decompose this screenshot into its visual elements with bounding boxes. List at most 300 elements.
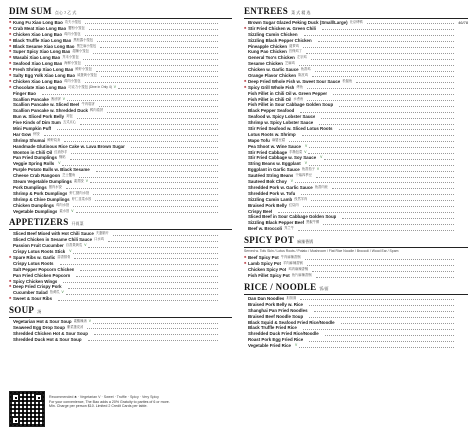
menu-item-name: Sizzling Cumin Chicken xyxy=(248,31,298,37)
leader-dots xyxy=(278,210,454,213)
leader-dots xyxy=(85,33,218,36)
recommended-icon: ♣ xyxy=(9,61,12,66)
leader-dots xyxy=(101,74,218,77)
menu-item-name-cn: 锅贴 xyxy=(58,155,66,160)
menu-item-name: Stir Fried Chicken w. Green Chili xyxy=(248,25,316,31)
leader-dots xyxy=(309,339,454,342)
dimsum-title: DIM SUM xyxy=(9,6,52,16)
menu-item-name-cn: 北京烤鸭 xyxy=(349,20,363,24)
menu-item-name-cn: 五式点心 xyxy=(62,120,77,125)
menu-item-name: Salty Egg Yolk Xiao Long Bao xyxy=(13,73,76,79)
leader-dots xyxy=(356,80,454,83)
leader-dots xyxy=(80,268,218,271)
menu-item-name: Scallion Pancake w. Shredded Duck xyxy=(13,108,88,114)
recommended-icon: ♣ xyxy=(9,25,12,30)
menu-item-name-cn: 百香果黄瓜 xyxy=(65,243,83,248)
menu-item-name: Pan Fried Chicken Popcorn xyxy=(13,272,71,278)
menu-item-name: Shredded Pork w. Garlic Sauce xyxy=(248,184,313,190)
menu-item-name-cn: 素水饺 xyxy=(59,208,70,213)
vegetarian-icon: V xyxy=(61,290,64,295)
menu-item-name: Cheese Crab Rangoon xyxy=(13,173,61,179)
menu-item-name: Shrimp & Chive Dumplings xyxy=(13,196,70,202)
leader-dots xyxy=(303,327,454,330)
leader-dots xyxy=(316,175,454,178)
menu-item-name: Shrimp Shumai xyxy=(13,137,46,143)
recommended-icon: ♣ xyxy=(9,254,12,259)
footer-notes xyxy=(49,391,170,431)
menu-item-name-cn: 鱼香鸡 xyxy=(300,67,311,72)
leader-dots xyxy=(314,309,454,312)
menu-item-name-cn: 红烧肉 xyxy=(288,202,299,207)
menu-item-name-cn: 超辣小笼包 xyxy=(72,49,89,54)
menu-item-name: Lotus Roots w. Shrimp xyxy=(248,131,296,137)
menu-item-name-cn: 手撕包菜 xyxy=(289,149,303,154)
leader-dots xyxy=(60,262,219,265)
leader-dots xyxy=(309,303,454,306)
leader-dots xyxy=(367,21,454,24)
rice-title: RICE / NOODLE xyxy=(244,282,317,293)
vegetarian-icon: V xyxy=(290,179,293,184)
menu-item-name-cn: 芥末小笼包 xyxy=(62,55,79,60)
menu-item-name: Sautéed String Beans xyxy=(248,173,294,179)
menu-item-name-cn: 素酸辣汤 xyxy=(73,319,87,324)
right-column xyxy=(244,6,468,352)
menu-item-name: Chicken Dumplings xyxy=(13,202,54,208)
menu-item-name-cn: 鸡肉小笼包 xyxy=(64,31,81,36)
vegetarian-icon: V xyxy=(62,96,65,101)
leader-dots xyxy=(57,127,218,130)
leader-dots xyxy=(66,186,218,189)
recommended-icon: ♣ xyxy=(9,296,12,301)
vegetarian-icon: V xyxy=(88,319,91,324)
menu-item-name-cn: 水煮鱼 xyxy=(293,96,304,101)
menu-item-name: Crispy Lotus Roots xyxy=(13,260,54,266)
appetizers-divider xyxy=(9,229,232,230)
soup-section-header xyxy=(9,305,232,315)
leader-dots xyxy=(76,210,219,213)
recommended-icon: ♣ xyxy=(9,84,12,89)
leader-dots xyxy=(323,222,454,225)
menu-item-name-cn: 鸭肉卷饼 xyxy=(90,108,104,113)
leader-dots xyxy=(79,175,218,178)
menu-item-name: Bun w. Sliced Pork Belly xyxy=(13,114,65,120)
recommended-icon: ♣ xyxy=(9,43,12,48)
leader-dots xyxy=(312,269,454,272)
leader-dots xyxy=(318,39,454,42)
menu-item-name: Stir Fried Cabbage xyxy=(248,149,288,155)
menu-item-name: Fish Fillet in Sour Cabbage Golden Soup xyxy=(248,102,334,108)
menu-item-name: Shredded Duck Hot & Sour Soup xyxy=(13,336,82,342)
spicypot-title: SPICY POT xyxy=(244,235,295,246)
menu-item-name-cn: 鲜虾烧卖 xyxy=(47,137,61,142)
leader-dots xyxy=(85,80,218,83)
menu-item-name-cn: 鸡肉麻辣香锅 xyxy=(288,267,309,272)
leader-dots xyxy=(321,116,454,119)
menu-item-name: Veggie Spring Rolls xyxy=(13,161,55,167)
menu-item-name: Beef w. Broccoli xyxy=(248,226,282,232)
leader-dots xyxy=(67,98,218,101)
menu-item-name: Shrimp & Pork Dumplings xyxy=(13,190,68,196)
menu-item-name: Black Squid & Seafood Fried Rice/Noodle xyxy=(248,319,335,325)
leader-dots xyxy=(85,63,218,66)
recommended-icon: ♣ xyxy=(244,84,247,89)
leader-dots xyxy=(95,198,218,201)
menu-item-name: Eggplant in Garlic Sauce xyxy=(248,167,300,173)
menu-item-name: Mapo Tofu xyxy=(248,137,270,143)
menu-item-name-cn: 葱油饼 xyxy=(50,96,61,101)
leader-dots xyxy=(97,39,218,42)
menu-item-name: Har Gow xyxy=(13,131,32,137)
recommended-icon: ♣ xyxy=(9,284,12,289)
recommended-icon: ♣ xyxy=(9,20,12,24)
menu-item-name: Sweet & Sour Ribs xyxy=(13,296,53,302)
menu-item-name-cn: 海鲜小笼包 xyxy=(64,61,81,66)
leader-dots xyxy=(319,122,454,125)
menu-item-name: Chicken Spicy Pot xyxy=(248,267,287,273)
appetizers-title-cn: 开胃菜 xyxy=(71,221,84,227)
menu-item-name-cn: 菠萝鸡 xyxy=(289,43,299,48)
vegetarian-icon: V xyxy=(320,155,323,160)
leader-dots xyxy=(85,21,218,24)
menu-item-name: Salt Pepper Popcorn Chicken xyxy=(13,266,75,272)
leader-dots xyxy=(289,139,454,142)
leader-dots xyxy=(339,127,455,130)
menu-item-name: Chicken Xiao Long Bao xyxy=(13,31,63,37)
menu-item-name-cn: 鱼片麻辣香锅 xyxy=(291,273,312,278)
menu-item-name-cn: 夫妻肺片 xyxy=(95,231,109,236)
menu-item-name: Vegetable Fried Rice xyxy=(248,343,291,349)
menu-item-name-cn: 黑松露小笼包 xyxy=(73,37,94,42)
menu-item-name-cn: 陈皮鸡 xyxy=(298,73,308,78)
leader-dots xyxy=(63,280,218,283)
menu-item-name: Fish Fillet Spicy Pot xyxy=(248,273,290,279)
menu-item-name: Spare Ribs w. Garlic xyxy=(13,254,56,260)
menu-item-name-cn: 松鼠鱼 xyxy=(342,78,353,83)
menu-item-name: Spicy Chicken Wings xyxy=(13,278,58,284)
leader-dots xyxy=(62,163,218,166)
vegetarian-icon: V xyxy=(316,167,320,172)
menu-item-name: Black Truffle Fried Rice xyxy=(248,325,297,331)
spicypot-section-header xyxy=(244,235,468,245)
menu-footer xyxy=(9,391,232,431)
menu-item-name-cn: 鸡肉水饺 xyxy=(55,202,70,207)
menu-item-name: Brown Sugar Glazed Peking Duck (Small/Large) xyxy=(248,20,348,25)
rice-title-cn: 饭/面 xyxy=(319,286,329,292)
soup-title: SOUP xyxy=(9,305,35,316)
menu-item-name-cn: 虾饺 xyxy=(33,131,40,136)
menu-item-name: Five Kinds of Dim Sum xyxy=(13,120,61,126)
menu-item-name-cn: 孜然羊肉 xyxy=(294,196,308,201)
menu-item-name: Orange Flavor Chicken xyxy=(248,73,297,79)
menu-item-name: Chicken Xiao Long Bao xyxy=(13,78,63,84)
recommended-icon: ♣ xyxy=(9,73,12,78)
menu-item-name: Sizzling Black Pepper Chicken xyxy=(248,37,312,43)
leader-dots xyxy=(302,133,454,136)
leader-dots xyxy=(107,110,218,113)
leader-dots xyxy=(304,33,454,36)
entrees-title: ENTREES xyxy=(244,6,289,16)
menu-item-price: 46/78 xyxy=(458,20,468,25)
menu-item-name-cn: 红油抄手 xyxy=(54,149,68,154)
recommended-icon: ♣ xyxy=(244,78,247,83)
min-charge-note: Min. Charge per person $10. Limited 2 Credit Cards per table. xyxy=(49,404,148,409)
leader-dots xyxy=(93,321,218,324)
leader-dots xyxy=(93,51,218,54)
soup-title-cn: 汤 xyxy=(37,309,42,315)
menu-item-name: Shredded Duck Fried Rice/Noodle xyxy=(248,331,319,337)
leader-dots xyxy=(299,63,454,66)
leader-dots xyxy=(100,45,218,48)
menu-item-name: Passion Fruit Cucumber xyxy=(13,243,64,249)
spicypot-divider xyxy=(244,247,468,248)
leader-dots xyxy=(311,198,454,201)
menu-item-name-cn: 鱼香肉丝 xyxy=(314,184,328,189)
leader-dots xyxy=(77,116,218,119)
menu-item-name: Finger Bao xyxy=(13,90,36,96)
leader-dots xyxy=(89,27,218,30)
menu-item-name-cn: 宫保鸡丁 xyxy=(288,49,302,54)
menu-item-name: Wonton in Chili Oil xyxy=(13,149,53,155)
leader-dots xyxy=(341,321,454,324)
menu-item-name-cn: 鸡肉小笼包 xyxy=(64,78,81,83)
menu-item-name: Roast Pork Egg Fried Rice xyxy=(248,337,304,343)
menu-item-name-cn: 紫菜蛋花汤 xyxy=(66,324,84,329)
menu-item-name-cn: 刈包 xyxy=(66,114,73,119)
menu-item-name: Cucumber Salad xyxy=(13,290,48,296)
leader-dots xyxy=(299,345,454,348)
leader-dots xyxy=(309,315,454,318)
leader-dots xyxy=(76,274,218,277)
menu-item-name: Shrimp w. Spicy Lobster Sauce xyxy=(248,120,314,126)
menu-item-name-cn: 咸蛋黄小笼包 xyxy=(77,73,97,78)
menu-item-name: Crispy Lotus Roots Stick xyxy=(13,249,66,255)
menu-item-name: Crab Meat Xiao Long Bao xyxy=(13,25,67,31)
menu-item-name: Stir Fried Cabbage w. Soy Sauce xyxy=(248,155,317,161)
vegetarian-icon: V xyxy=(69,249,72,254)
vegetarian-icon: V xyxy=(58,161,61,166)
menu-item-name: Braised Pork Belly w. Rice xyxy=(248,301,303,307)
menu-item-name-cn: 口水鸡 xyxy=(94,237,104,242)
menu-item-name-cn: 芥兰牛 xyxy=(284,226,294,231)
entrees-divider xyxy=(244,18,468,19)
menu-item-name: Beef Spicy Pot xyxy=(248,255,279,261)
menu-item-name: Sesame Chicken xyxy=(248,61,283,67)
leader-dots xyxy=(64,139,218,142)
leader-dots xyxy=(300,297,454,300)
menu-item-name: Fish Fillet in Chili Oil w. Green Pepper xyxy=(248,90,328,96)
menu-item-name: Black Pepper Seafood xyxy=(248,108,295,114)
menu-item-name: Shredded Chicken Hot & Sour Soup xyxy=(13,330,88,336)
qr-code-icon[interactable] xyxy=(9,391,45,427)
menu-item-name-cn: 左宗鸡 xyxy=(296,55,307,60)
menu-item-name: Lamb Spicy Pot xyxy=(248,261,281,267)
menu-item-name-cn: 鲜虾小笼包 xyxy=(75,67,92,72)
leader-dots xyxy=(73,204,218,207)
menu-item-name: Vegetarian Hot & Sour Soup xyxy=(13,319,72,325)
menu-item-name-cn: 素蒸饺 xyxy=(73,179,84,184)
recommended-icon: ♣ xyxy=(9,78,12,83)
spicypot-note: Served w. Tofu Skin / Lotus Roots / Potato / Mushroom / Flat Rice Noodle / Broccoli / Wood Ear / Spam xyxy=(244,249,399,254)
recommended-icon: ♣ xyxy=(9,49,12,54)
recommended-icon: ♣ xyxy=(9,67,12,72)
leader-dots xyxy=(312,74,454,77)
leader-dots xyxy=(316,275,455,278)
menu-item-name-cn: 蒜香排骨 xyxy=(57,254,71,259)
leader-dots xyxy=(99,104,218,107)
leader-dots xyxy=(339,104,454,107)
leader-dots xyxy=(321,169,454,172)
leader-dots xyxy=(96,69,218,72)
leader-dots xyxy=(305,257,454,260)
leader-dots xyxy=(66,292,218,295)
leader-dots xyxy=(80,122,218,125)
appetizers-section-header xyxy=(9,217,232,227)
leader-dots xyxy=(73,251,218,254)
rice-divider xyxy=(244,294,468,295)
entrees-title-cn: 菜 式 精 选 xyxy=(291,10,311,15)
leader-dots xyxy=(307,263,454,266)
leader-dots xyxy=(333,92,454,95)
menu-item-name: Kung Pao Chicken xyxy=(248,49,287,55)
vegetarian-icon: V xyxy=(71,208,74,213)
recommended-icon: ♣ xyxy=(244,25,247,30)
left-column xyxy=(9,6,232,346)
menu-item-name: Dan Dan Noodles xyxy=(248,296,285,302)
menu-item-name-cn: 担担面 xyxy=(286,296,297,301)
menu-item-name-cn: 功夫小笼包 xyxy=(64,20,82,24)
menu-item-name-cn: 牛肉麻辣香锅 xyxy=(280,255,301,260)
menu-item-name: Shanghai Pan Fried Noodles xyxy=(248,307,308,313)
menu-item-name: Sliced Beef in Sour Cabbage Golden Soup xyxy=(248,214,337,220)
menu-item-name: Purple Potato Balls w. Black Sesame xyxy=(13,167,90,173)
menu-item-name-cn: 芝麻鸡 xyxy=(284,61,295,66)
menu-item-name-cn: 猪肉水饺 xyxy=(48,184,62,189)
leader-dots xyxy=(108,239,218,242)
vegetarian-icon: V xyxy=(85,179,88,184)
leader-dots xyxy=(301,192,454,195)
leader-dots xyxy=(118,86,218,89)
menu-item-name: General Tso's Chicken xyxy=(248,55,295,61)
leader-dots xyxy=(309,145,454,148)
legend-text: Recommended ♣ · Vegetarian V · Sweet · Truffle · Spicy · Very Spicy xyxy=(49,395,159,399)
menu-item-name: Sauteed Bok Choy xyxy=(248,179,287,185)
menu-item-name-cn: 麻婆豆腐 xyxy=(271,137,286,142)
vegetarian-icon: V xyxy=(304,149,307,154)
menu-item-name: Steam Vegetable Dumplings xyxy=(13,179,72,185)
menu-item-name: Pineapple Chicken xyxy=(248,43,288,49)
menu-item-name: Pan Fried Dumplings xyxy=(13,155,57,161)
soup-divider xyxy=(9,317,232,318)
dimsum-title-cn: 点心 7 乙 式 xyxy=(54,10,77,15)
leader-dots xyxy=(309,163,454,166)
menu-item-name-cn: 牛肉卷饼 xyxy=(81,102,95,107)
menu-item-name-cn: 鱼香茄子 xyxy=(301,167,315,172)
leader-dots xyxy=(68,286,218,289)
menu-item-name-cn: 烤鱼 xyxy=(296,84,303,89)
menu-item-name: Crispy Beef xyxy=(248,208,273,214)
leader-dots xyxy=(298,228,454,231)
leader-dots xyxy=(70,157,218,160)
leader-dots xyxy=(88,245,218,248)
leader-dots xyxy=(342,216,454,219)
leader-dots xyxy=(322,27,454,30)
menu-item-name: Deep Fried Whole Fish w. Sweet Sour Sauce xyxy=(248,78,341,84)
menu-item-name-cn: 羊肉麻辣香锅 xyxy=(282,261,303,266)
menu-item-name: Scallion Pancake xyxy=(13,96,49,102)
menu-item-name-cn: 黑椒牛柳 xyxy=(306,220,320,225)
leader-dots xyxy=(295,180,454,183)
leader-dots xyxy=(307,86,454,89)
leader-dots xyxy=(300,110,454,113)
leader-dots xyxy=(311,57,454,60)
leader-dots xyxy=(96,169,218,172)
spicypot-title-cn: 麻辣香锅 xyxy=(297,239,314,245)
menu-item-name: Shredded Pork w. Tofu xyxy=(248,190,296,196)
menu-item-name: Handmade Glutinous Rice Cake w. Lava Brown Sugar xyxy=(13,143,125,149)
menu-item-name: Fresh Shrimp Xiao Long Bao xyxy=(13,67,74,73)
menu-item-name: Wasabi Xiao Long Bao xyxy=(13,55,61,61)
menu-item-name: Seafood w. Spicy Lobster Sauce xyxy=(248,114,316,120)
menu-item-name: Super Spicy Xiao Long Bao xyxy=(13,49,71,55)
menu-item-name: Seafood Xiao Long Bao xyxy=(13,61,63,67)
menu-item-name: Sliced Beef Mixed with Hot Chili Sauce xyxy=(13,231,94,237)
leader-dots xyxy=(308,151,454,154)
leader-dots xyxy=(113,233,218,236)
leader-dots xyxy=(58,298,218,301)
leader-dots xyxy=(42,92,218,95)
menu-item-name: Spicy Grill Whole Fish xyxy=(248,84,295,90)
recommended-icon: ♣ xyxy=(244,261,247,266)
leader-dots xyxy=(325,333,454,336)
menu-item-name-cn: 拍黄瓜 xyxy=(49,290,60,295)
menu-item-name: Kung Fu Xiao Long Bao xyxy=(13,20,63,25)
leader-dots xyxy=(324,157,454,160)
menu-item-name: Pea Shoot w. Wine Sauce xyxy=(248,143,301,149)
vegetarian-icon: V xyxy=(84,243,87,248)
leader-dots xyxy=(93,192,218,195)
leader-dots xyxy=(332,186,454,189)
menu-item-name-cn: 芝士蟹角 xyxy=(62,173,76,178)
menu-item-name: Fish Fillet in Chili Oil xyxy=(248,96,292,102)
menu-item-name-cn: 干煸四季豆 xyxy=(295,173,312,178)
menu-item-name: Deep Fried Crispy Pork xyxy=(13,284,62,290)
menu-item-name: Sliced Chicken in Sesame Chili Sauce xyxy=(13,237,93,243)
recommended-icon: ♣ xyxy=(9,37,12,42)
recommended-icon: ♣ xyxy=(244,255,247,260)
leader-dots xyxy=(74,256,218,259)
menu-item-name: Vegetable Dumplings xyxy=(13,208,58,214)
menu-item-name-cn: 虾仁韭菜水饺 xyxy=(71,196,92,201)
leader-dots xyxy=(90,180,218,183)
menu-item-name: Stir Fried Seafood w. Sliced Lotus Roots xyxy=(248,126,333,132)
menu-item-name: Pork Dumplings xyxy=(13,184,47,190)
leader-dots xyxy=(315,69,455,72)
appetizers-title: APPETIZERS xyxy=(9,217,69,228)
menu-item-name-cn: 黑芝麻小笼包 xyxy=(76,43,97,48)
menu-item-name: Chocolate Xiao Long Bao xyxy=(13,84,67,90)
menu-item-name: Seaweed Egg Drop Soup xyxy=(13,324,65,330)
menu-item-name-cn: 蟹粉小笼包 xyxy=(68,25,85,30)
leader-dots xyxy=(44,133,218,136)
recommended-icon: ♣ xyxy=(9,31,12,36)
vegetarian-icon: V xyxy=(113,84,116,89)
leader-dots xyxy=(71,151,218,154)
recommended-icon: ♣ xyxy=(9,55,12,60)
dimsum-section-header xyxy=(9,6,232,16)
leader-dots xyxy=(303,204,454,207)
menu-item-name: Sizzling Black Pepper Beef xyxy=(248,220,305,226)
vegetarian-icon: V xyxy=(305,143,308,148)
